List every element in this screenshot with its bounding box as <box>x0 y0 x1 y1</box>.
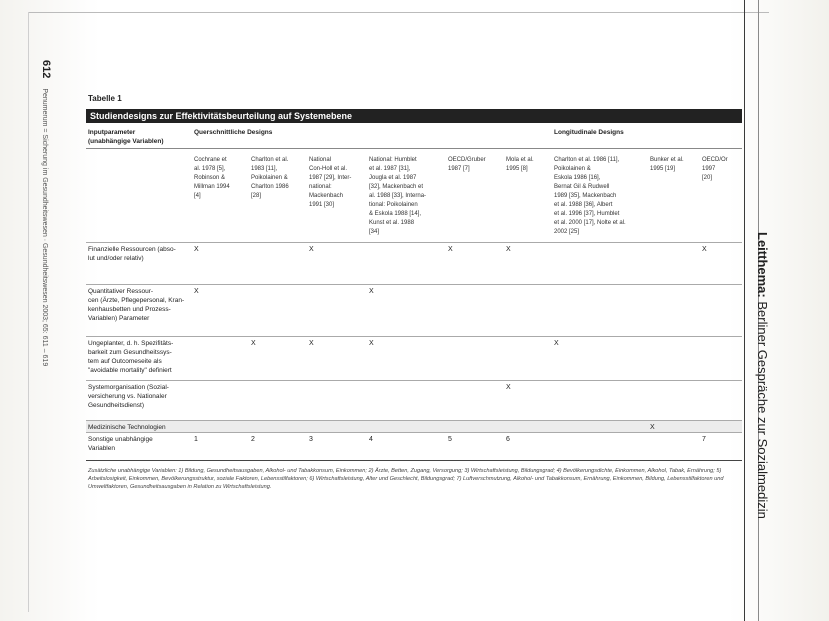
source-column-4: National: Humblet et al. 1987 [31], Jougla et al. 1987 [32], Mackenbach et al. 1988 [33], Interna- tional: Poikolainen & Eskola 1988 [14], Kunst et al. 1988 [34] <box>369 157 427 235</box>
table-cell: 3 <box>309 436 313 443</box>
source-column-3: National Con-Holl et al. 1987 [29], Inter- national: Mackenbach 1991 [30] <box>309 157 352 208</box>
table-row <box>86 380 742 421</box>
table-cell: 7 <box>702 436 706 443</box>
table-cell: X <box>448 246 453 253</box>
table-row <box>86 336 742 381</box>
header-cross-sectional: Querschnittliche Designs <box>194 129 273 136</box>
table-cell: X <box>194 288 199 295</box>
table-cell: 4 <box>369 436 373 443</box>
table-row <box>86 242 742 285</box>
right-margin-rule <box>744 0 745 621</box>
table-bottom-rule <box>86 460 742 461</box>
table-cell: 5 <box>448 436 452 443</box>
running-head-text: Penumerum = Sicherung im Gesundheitswesen · Gesundheitswesen 2003; 65: 611 – 619 <box>41 88 48 367</box>
source-column-6: Mola et al. 1995 [8] <box>506 157 534 172</box>
table-label: Tabelle 1 <box>88 94 122 103</box>
table-cell: X <box>251 340 256 347</box>
side-section-title <box>755 232 770 519</box>
header-longitudinal: Longitudinale Designs <box>554 129 624 136</box>
table-row <box>86 432 742 463</box>
page-number: 612 <box>40 60 52 79</box>
top-rule <box>28 12 769 13</box>
table-cell: X <box>369 288 374 295</box>
row-label: Finanzielle Ressourcen (abso- lut und/oder relativ) <box>88 246 176 262</box>
table-cell: 1 <box>194 436 198 443</box>
table-cell: X <box>554 340 559 347</box>
table-footnote: Zusätzliche unabhängige Variablen: 1) Bildung, Gesundheitsausgaben, Alkohol- und Tabakkonsum, Einkommen; 2) Ärzte, Betten, Zugang, Versorgung; 3) Wirtschaftsleistung, Bildungsgrad; 4) Bevölkerungsdichte, Einkommen, Alkohol, Tabak, Ernährung; 5) Arbeitslosigkeit, Einkommen, Bevölkerungsstruktur, soziale Faktoren, Lebensstilfaktoren; 6) Wirtschaftsleistung, Alter und Geschlecht, Bildungsgrad; 7) Luftverschmutzung, Alkohol- und Tabakkonsum, Ernährung, Einkommen, Bildung, Lebensstilfaktoren und Umweltfaktoren, Gesundheitsausgaben in Relation zu Wirtschaftsleistung. <box>88 468 724 491</box>
source-column-1: Cochrane et al. 1978 [5], Robinson & Millman 1994 [4] <box>194 157 230 199</box>
row-label: Quantitativer Ressour- cen (Ärzte, Pflegepersonal, Kran- kenhausbetten und Prozess- Variablen) Parameter <box>88 288 185 322</box>
table-row <box>86 284 742 337</box>
row-label: Ungeplanter, d. h. Spezifitäts- barkeit zum Gesundheitssys- tem auf Outcomeseite als "avoidable mortality" definiert <box>88 340 174 374</box>
row-label: Systemorganisation (Sozial- versicherung vs. Nationaler Gesundheitsdienst) <box>88 384 169 409</box>
table-cell: X <box>194 246 199 253</box>
header-input-parameters: Inputparameter (unabhängige Variablen) <box>88 129 164 145</box>
source-column-8: Bunker et al. 1995 [19] <box>650 157 684 172</box>
source-column-9: OECD/Or 1997 [20] <box>702 157 728 181</box>
table-cell: X <box>309 246 314 253</box>
table-header-row <box>86 124 742 149</box>
running-head <box>40 60 52 366</box>
table-cell: X <box>369 340 374 347</box>
source-column-7: Charlton et al. 1986 [11], Poikolainen & Eskola 1986 [16], Bernat Gil & Rudwell 1989 [35], Mackenbach et al. 1988 [36], Albert et al. 1996 [37], Humblet et al. 2000 [17], Nolte et al. 2002 [25] <box>554 157 626 235</box>
side-title-lead: Leitthema: <box>755 232 770 298</box>
table-title: Studiendesigns zur Effektivitätsbeurteilung auf Systemebene <box>86 109 742 123</box>
table-cell: X <box>506 246 511 253</box>
table-cell: X <box>506 384 511 391</box>
table-cell: 2 <box>251 436 255 443</box>
table-cell: X <box>309 340 314 347</box>
left-margin-rule <box>28 12 29 612</box>
table-cell: X <box>702 246 707 253</box>
side-title-rest: Berliner Gespräche zur Sozialmedizin <box>755 297 770 519</box>
table-cell: X <box>650 424 655 431</box>
row-label: Medizinische Technologien <box>88 424 166 431</box>
source-column-2: Charlton et al. 1983 [11], Poikolainen & Charlton 1986 [28] <box>251 157 289 199</box>
row-label: Sonstige unabhängige Variablen <box>88 436 153 452</box>
source-column-5: OECD/Gruber 1987 [7] <box>448 157 486 172</box>
table-cell: 6 <box>506 436 510 443</box>
